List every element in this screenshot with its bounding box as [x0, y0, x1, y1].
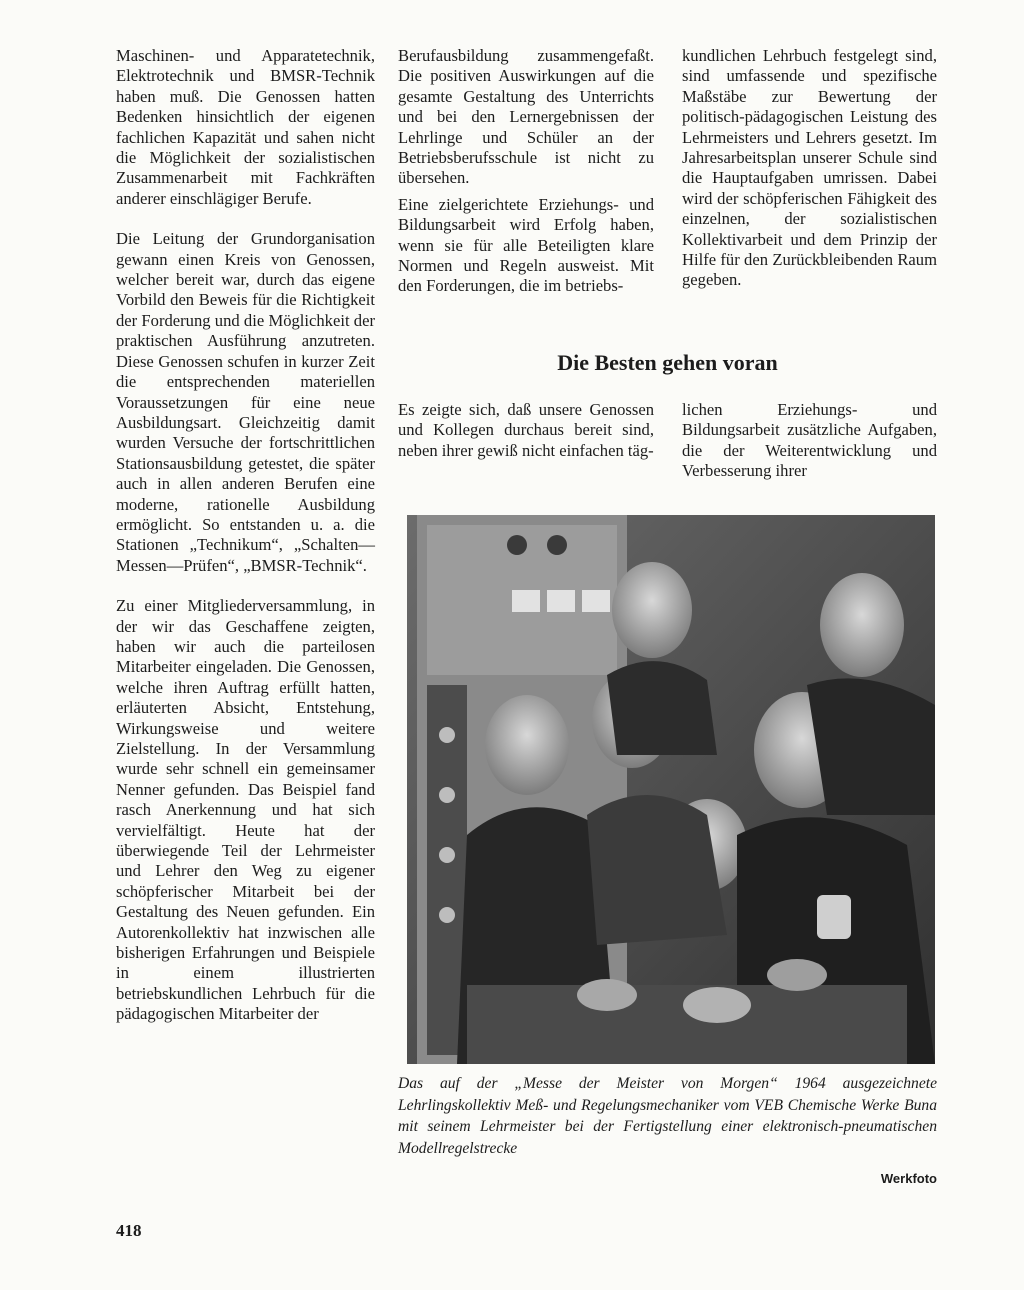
paragraph: Eine zielgerichtete Erziehungs- und Bildungsarbeit wird Erfolg haben, wenn sie für alle Beteiligten klare Normen und Regeln ausweist. Mit den Forderungen, die im betriebs- — [398, 194, 654, 296]
paragraph: Es zeigte sich, daß unsere Genossen und Kollegen durchaus bereit sind, neben ihrer gewiß nicht einfachen täg- — [398, 400, 654, 460]
paragraph: Die Leitung der Grundorganisation gewann einen Kreis von Genossen, welcher bereit war, durch das eigene Vorbild den Beweis für die Richtigkeit der Forderung und die Möglichkeit der praktischen Ausführung anzutreten. Diese Genossen schufen in kurzer Zeit die entsprechenden materiellen Voraussetzungen für eine neue Ausbildungsart. Gleichzeitig damit wurden Versuche der fortschrittlichen Stationsausbildung getestet, die später auch in allen anderen Berufen eine moderne, rationelle Ausbildung ermöglicht. So entstanden u. a. die Stationen „Technikum“, „Schalten—Messen—Prüfen“, „BMSR-Technik“. — [116, 229, 375, 575]
paragraph: Berufausbildung zusammengefaßt. Die positiven Auswirkungen auf die gesamte Gestaltung des Unterrichts und bei den Lernergebnissen der Lehrlinge und Schüler an der Betriebsberufsschule ist nicht zu übersehen. — [398, 46, 654, 188]
right-text-column-lower — [682, 400, 937, 502]
middle-text-column-upper — [398, 46, 654, 317]
section-heading: Die Besten gehen voran — [557, 350, 778, 375]
right-text-column-upper — [682, 46, 937, 311]
apprentice-group-photo — [407, 515, 935, 1064]
left-text-column — [116, 46, 375, 1045]
middle-text-column-lower — [398, 400, 654, 481]
photo-credit: Werkfoto — [880, 1171, 937, 1186]
paragraph: kundlichen Lehrbuch festgelegt sind, sind umfassende und spezifische Maßstäbe zur Bewertung der politisch-pädagogischen Leistung des Lehrmeisters und Lehrers gesetzt. Im Jahresarbeitsplan unserer Schule sind die Hauptaufgaben umrissen. Dabei wird der schöpferischen Fähigkeit des einzelnen, der sozialistischen Kollektivarbeit und dem Prinzip der Hilfe für den Zurückbleibenden Raum gegeben. — [682, 46, 937, 290]
paragraph: Zu einer Mitgliederversammlung, in der wir das Geschaffene zeigten, haben wir auch die parteilosen Mitarbeiter eingeladen. Die Genossen, welche ihren Auftrag erfüllt hatten, erläuterten Absicht, Entstehung, Wirkungsweise und weitere Zielstellung. In der Versammlung wurde sehr schnell ein gemeinsamer Nenner gefunden. Das Beispiel fand rasch Anerkennung und hat sich vervielfältigt. Heute hat der überwiegende Teil der Lehrmeister und Lehrer den Weg zu eigener schöpferischer Mitarbeit bei der Gestaltung des Neuen gefunden. Ein Autorenkollektiv hat inzwischen alle bisherigen Erfahrungen und Beispiele in einem illustrierten betriebskundlichen Lehrbuch für die pädagogischen Mitarbeiter der — [116, 596, 375, 1024]
page-number: 418 — [116, 1221, 142, 1240]
photo-caption: Das auf der „Messe der Meister von Morgen“ 1964 ausgezeichnete Lehrlingskollektiv Meß- und Regelungsmechaniker vom VEB Chemische Werke Buna mit seinem Lehrmeister bei der Fertigstellung einer elektronisch-pneumatischen Modellregelstrecke — [398, 1075, 937, 1157]
paragraph: lichen Erziehungs- und Bildungsarbeit zusätzliche Aufgaben, die der Weiterentwicklung und Verbesserung ihrer — [682, 400, 937, 481]
paragraph: Maschinen- und Apparatetechnik, Elektrotechnik und BMSR-Technik haben muß. Die Genossen hatten Bedenken hinsichtlich der eigenen fachlichen Kapazität und sahen nicht die Möglichkeit der sozialistischen Zusammenarbeit mit Fachkräften anderer einschlägiger Berufe. — [116, 46, 375, 208]
